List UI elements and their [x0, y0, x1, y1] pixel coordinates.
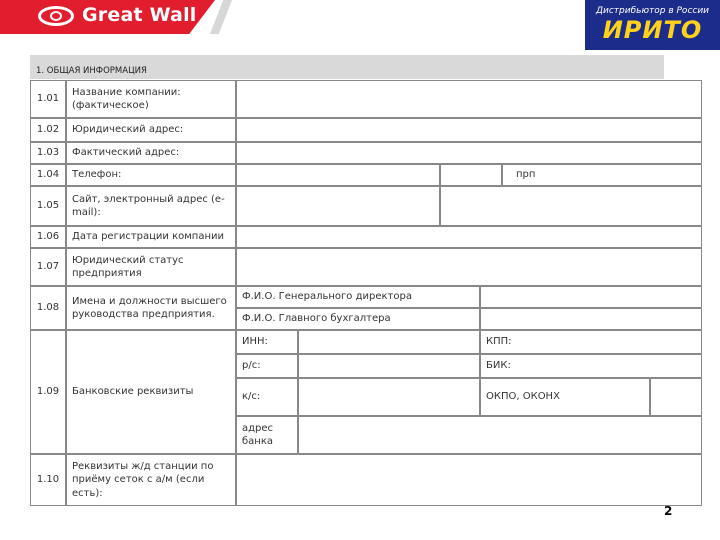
okpo-label: ОКПО, ОКОНХ — [480, 378, 650, 416]
row-number: 1.05 — [30, 186, 66, 226]
partner-name: ИРИТО — [602, 16, 703, 44]
legal-status-field[interactable] — [236, 248, 702, 286]
row-number: 1.10 — [30, 454, 66, 506]
phone-field-extra[interactable] — [440, 164, 502, 186]
row-number: 1.01 — [30, 80, 66, 118]
row-label: Телефон: — [66, 164, 236, 186]
okpo-field[interactable] — [650, 378, 702, 416]
row-label: Юридический статус предприятия — [66, 248, 236, 286]
row-number: 1.02 — [30, 118, 66, 142]
row-number: 1.08 — [30, 286, 66, 330]
row-label: Имена и должности высшего руководства предприятия. — [66, 286, 236, 330]
row-label: Название компании: (фактическое) — [66, 80, 236, 118]
accountant-field[interactable] — [480, 308, 702, 330]
ks-label: к/с: — [236, 378, 298, 416]
inn-label: ИНН: — [236, 330, 298, 354]
page-number: 2 — [664, 504, 673, 518]
director-label: Ф.И.О. Генерального директора — [236, 286, 480, 308]
kpp-label: КПП: — [486, 336, 512, 348]
bank-address-field[interactable] — [298, 416, 702, 454]
row-label: Банковские реквизиты — [66, 330, 236, 454]
brand-name: Great Wall — [82, 4, 197, 26]
bank-address-label: адрес банка — [236, 416, 298, 454]
brand-stripe — [210, 0, 232, 34]
kpp-field[interactable] — [480, 330, 702, 354]
bik-label: БИК: — [486, 360, 511, 372]
great-wall-logo-icon — [38, 6, 74, 26]
company-name-field[interactable] — [236, 80, 702, 118]
phone-extra-label: прп — [516, 169, 536, 181]
rs-label: р/с: — [236, 354, 298, 378]
email-field[interactable] — [440, 186, 702, 226]
row-number: 1.06 — [30, 226, 66, 248]
row-label: Фактический адрес: — [66, 142, 236, 164]
director-field[interactable] — [480, 286, 702, 308]
row-label: Дата регистрации компании — [66, 226, 236, 248]
row-number: 1.09 — [30, 330, 66, 454]
inn-field[interactable] — [298, 330, 480, 354]
website-field[interactable] — [236, 186, 440, 226]
row-label: Юридический адрес: — [66, 118, 236, 142]
row-label: Реквизиты ж/д станции по приёму сеток с а/м (если есть): — [66, 454, 236, 506]
railway-station-field[interactable] — [236, 454, 702, 506]
row-number: 1.07 — [30, 248, 66, 286]
rs-field[interactable] — [298, 354, 480, 378]
bik-field[interactable] — [480, 354, 702, 378]
actual-address-field[interactable] — [236, 142, 702, 164]
partner-logo — [585, 0, 720, 50]
registration-date-field[interactable] — [236, 226, 702, 248]
row-number: 1.04 — [30, 164, 66, 186]
row-number: 1.03 — [30, 142, 66, 164]
phone-extra-cell[interactable] — [502, 164, 702, 186]
legal-address-field[interactable] — [236, 118, 702, 142]
accountant-label: Ф.И.О. Главного бухгалтера — [236, 308, 480, 330]
section-title: 1. ОБЩАЯ ИНФОРМАЦИЯ — [36, 66, 147, 76]
ks-field[interactable] — [298, 378, 480, 416]
row-label: Сайт, электронный адрес (e-mail): — [66, 186, 236, 226]
phone-field[interactable] — [236, 164, 440, 186]
partner-tagline: Дистрибьютор в России — [595, 6, 710, 16]
section-header — [30, 55, 664, 79]
